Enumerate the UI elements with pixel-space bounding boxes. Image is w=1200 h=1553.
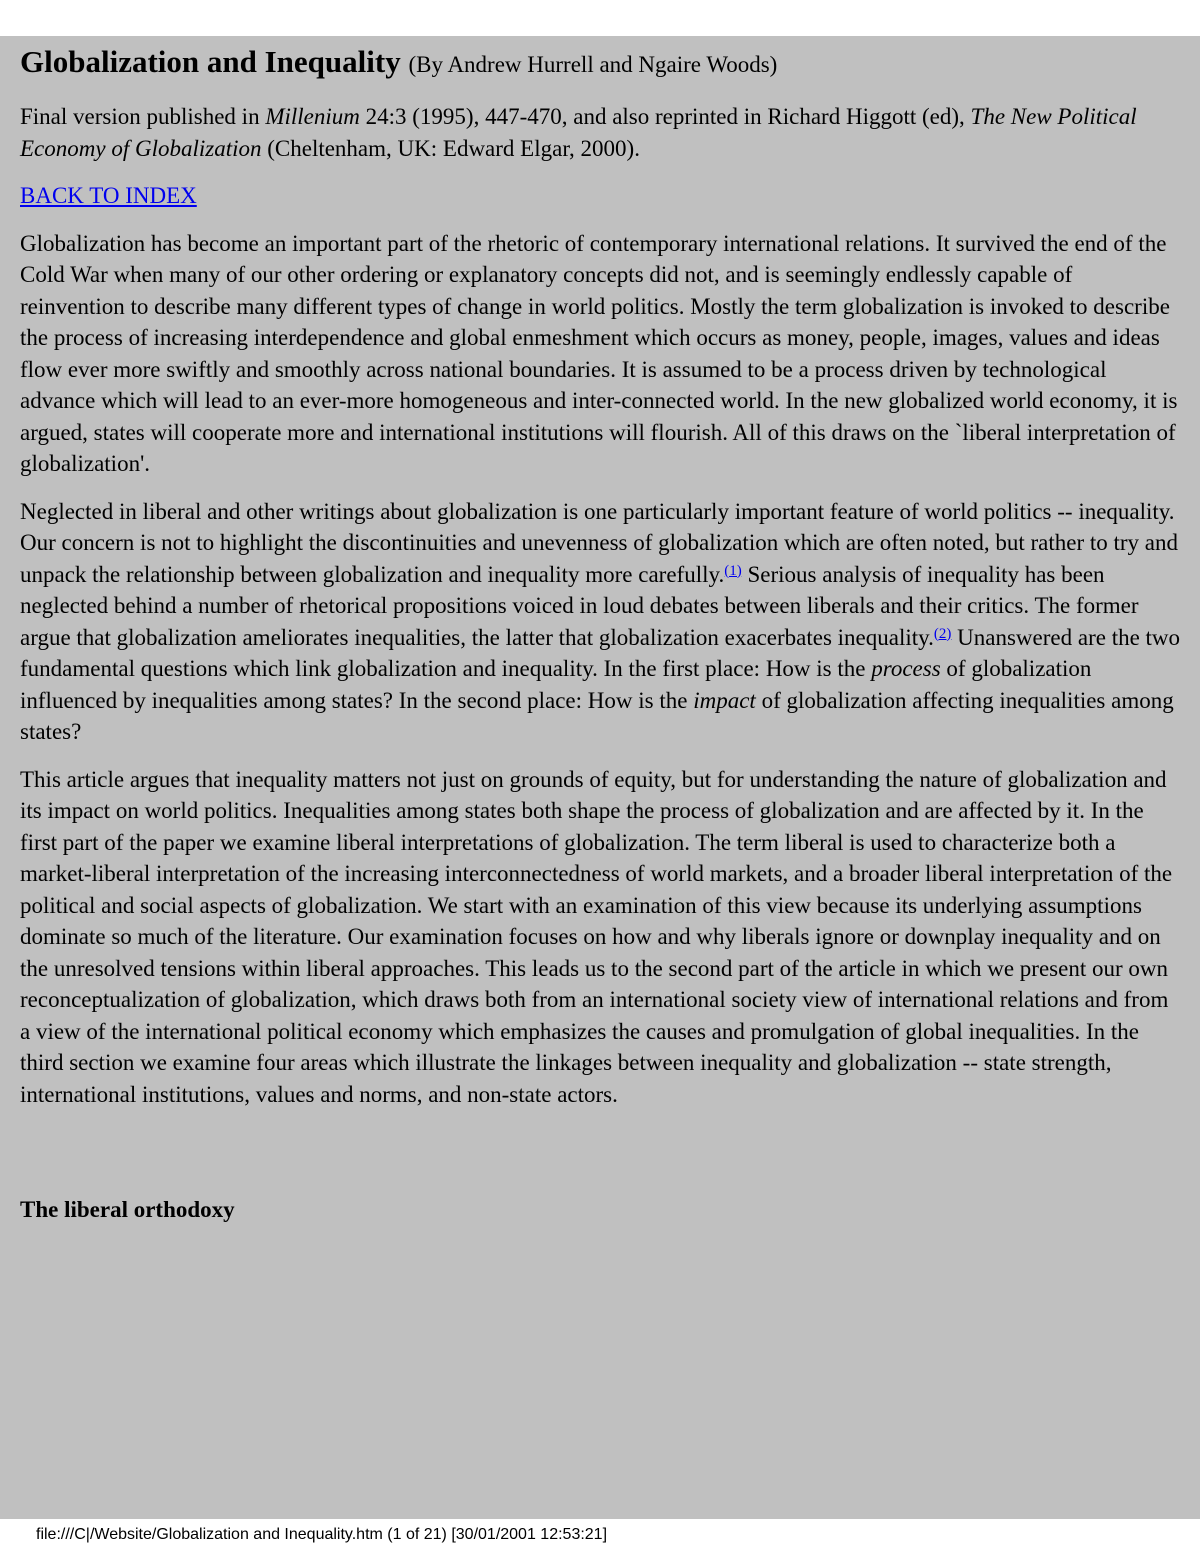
book-title: The New Political Economy of Globalization xyxy=(20,104,1137,161)
section-spacer xyxy=(20,1126,1182,1194)
paragraph-2-part-5: of globalization affecting inequalities among states? xyxy=(20,687,1174,744)
print-footer: file:///C|/Website/Globalization and Inequality.htm (1 of 21) [30/01/2001 12:53:21] xyxy=(36,1526,608,1543)
authors-text: (By Andrew Hurrell and Ngaire Woods) xyxy=(408,52,778,77)
document-page xyxy=(0,36,1200,1519)
title-text: Globalization and Inequality xyxy=(20,44,401,79)
paragraph-1: Globalization has become an important part of the rhetoric of contemporary international relations. It survived the end of the Cold War when many of our other ordering or explanatory concepts did not, and is seemingly endlessly capable of reinvention to describe many different types of change in world politics. Mostly the term globalization is invoked to describe the process of increasing interdependence and global enmeshment which occurs as money, people, images, values and ideas flow ever more swiftly and smoothly across national boundaries. It is assumed to be a process driven by technological advance which will lead to an ever-more homogeneous and inter-connected world. In the new globalized world economy, it is argued, states will cooperate more and international institutions will flourish. All of this draws on the `liberal interpretation of globalization'. xyxy=(20,230,1178,476)
emphasis-process: process xyxy=(871,656,941,681)
publication-prefix: Final version published in xyxy=(20,104,266,129)
emphasis-impact: impact xyxy=(693,687,756,713)
back-to-index-link[interactable]: BACK TO INDEX xyxy=(20,183,197,208)
publication-suffix: (Cheltenham, UK: Edward Elgar, 2000). xyxy=(261,135,640,161)
publication-middle: 24:3 (1995), 447-470, and also reprinted in Richard Higgott (ed), xyxy=(359,104,971,129)
footnote-1-link[interactable]: (1) xyxy=(724,562,742,579)
document-content xyxy=(20,42,1182,1225)
paragraph-2-part-1: Neglected in liberal and other writings about globalization is one particularly important feature of world politics -- inequality. Our concern is not to highlight the discontinuities and unevenness of globalization which are often noted, but rather to try and unpack the relationship between globalization and inequality more carefully. xyxy=(20,498,1179,587)
paragraph-2 xyxy=(20,496,1182,748)
section-heading: The liberal orthodoxy xyxy=(20,1197,235,1222)
journal-name: Millenium xyxy=(265,104,360,129)
back-link-paragraph xyxy=(20,180,1182,212)
paragraph-3: This article argues that inequality matters not just on grounds of equity, but for understanding the nature of globalization and its impact on world politics. Inequalities among states both shape the process of globalization and are affected by it. In the first part of the paper we examine liberal interpretations of globalization. The term liberal is used to characterize both a market-liberal interpretation of the increasing interconnectedness of world markets, and a broader liberal interpretation of the political and social aspects of globalization. We start with an examination of this view because its underlying assumptions dominate so much of the literature. Our examination focuses on how and why liberals ignore or downplay inequality and on the unresolved tensions within liberal approaches. This leads us to the second part of the article in which we present our own reconceptualization of globalization, which draws both from an international society view of international relations and from a view of the international political economy which emphasizes the causes and promulgation of global inequalities. In the third section we examine four areas which illustrate the linkages between inequality and globalization -- state strength, international institutions, values and norms, and non-state actors. xyxy=(20,766,1173,1107)
publication-info xyxy=(20,101,1182,164)
paragraph-2-part-2: Serious analysis of inequality has been neglected behind a number of rhetorical propositions voiced in loud debates between liberals and their critics. The former argue that globalization ameliorates inequalities, the latter that globalization exacerbates inequality. xyxy=(20,561,1139,650)
document-title xyxy=(20,42,1182,85)
footnote-2-sup xyxy=(934,626,952,642)
footnote-1-sup xyxy=(724,563,742,579)
paragraph-2-part-3: Unanswered are the two fundamental questions which link globalization and inequality. In the first place: How is the xyxy=(20,624,1181,681)
footnote-2-link[interactable]: (2) xyxy=(933,625,952,642)
paragraph-2-part-4: of globalization influenced by inequalities among states? In the second place: How is the xyxy=(20,656,1092,713)
